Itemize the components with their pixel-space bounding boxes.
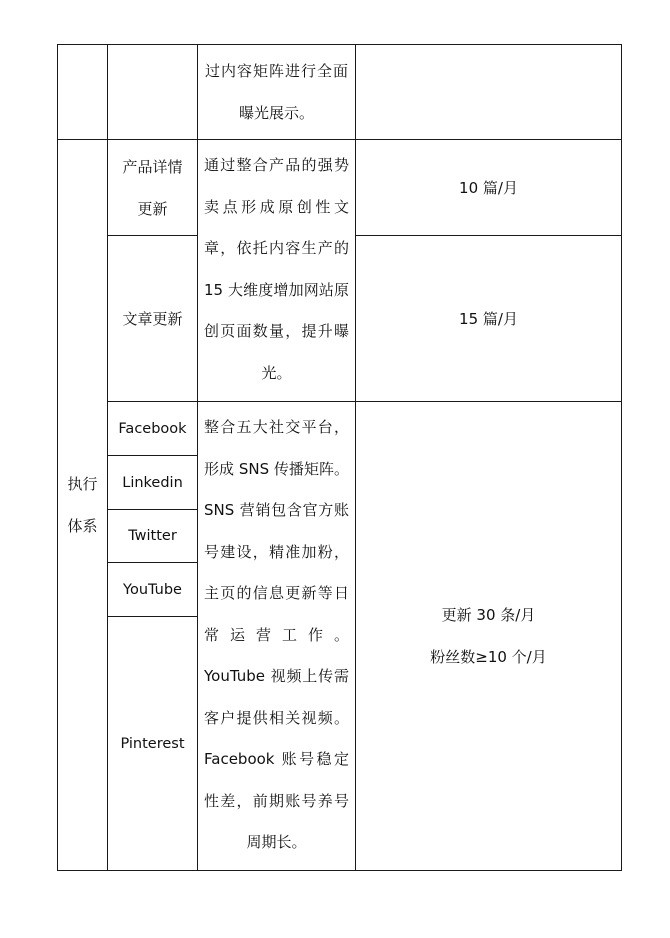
- article-update-target: 15 篇/月: [459, 310, 518, 328]
- social-description-cell: [198, 407, 355, 867]
- continued-description-cell: [199, 48, 354, 136]
- platform-twitter-cell: [108, 510, 197, 562]
- platform-pinterest: Pinterest: [120, 735, 185, 752]
- platform-youtube: YouTube: [123, 581, 182, 598]
- platform-pinterest-cell: [108, 617, 197, 870]
- section-label-cell: [58, 140, 107, 870]
- article-update-target-cell: [356, 236, 621, 401]
- social-description: 整合五大社交平台，形成 SNS 传播矩阵。SNS 营销包含官方账号建设，精准加粉，主页的信息更新等日常运营工作。YouTube 视频上传需客户提供相关视频。Facebook 账号稳定性差，前期账号养号周期长。: [204, 418, 349, 851]
- content-description-cell: [198, 145, 355, 397]
- social-target-cell: [356, 402, 621, 870]
- table-border-top: [57, 44, 622, 45]
- section-label: 执行体系: [67, 475, 98, 535]
- platform-facebook-cell: [108, 402, 197, 455]
- social-target-updates: 更新 30 条/月: [441, 606, 536, 624]
- platform-youtube-cell: [108, 563, 197, 616]
- platform-facebook: Facebook: [118, 420, 187, 437]
- product-update-target: 10 篇/月: [459, 179, 518, 197]
- product-update-target-cell: [356, 140, 621, 235]
- platform-linkedin-cell: [108, 456, 197, 509]
- product-update-label-cell: [108, 140, 197, 235]
- platform-linkedin: Linkedin: [122, 474, 183, 491]
- article-update-label: 文章更新: [122, 310, 183, 328]
- product-update-label: 产品详情更新: [122, 157, 183, 218]
- social-target-followers: 粉丝数≥10 个/月: [430, 648, 547, 666]
- table-border-bottom: [57, 870, 622, 871]
- platform-twitter: Twitter: [128, 528, 177, 544]
- continued-description: 过内容矩阵进行全面曝光展示。: [205, 62, 348, 122]
- table-border-right: [621, 44, 622, 871]
- article-update-label-cell: [108, 236, 197, 401]
- content-description: 通过整合产品的强势卖点形成原创性文章，依托内容生产的 15 大维度增加网站原创页面数量，提升曝光。: [204, 156, 349, 382]
